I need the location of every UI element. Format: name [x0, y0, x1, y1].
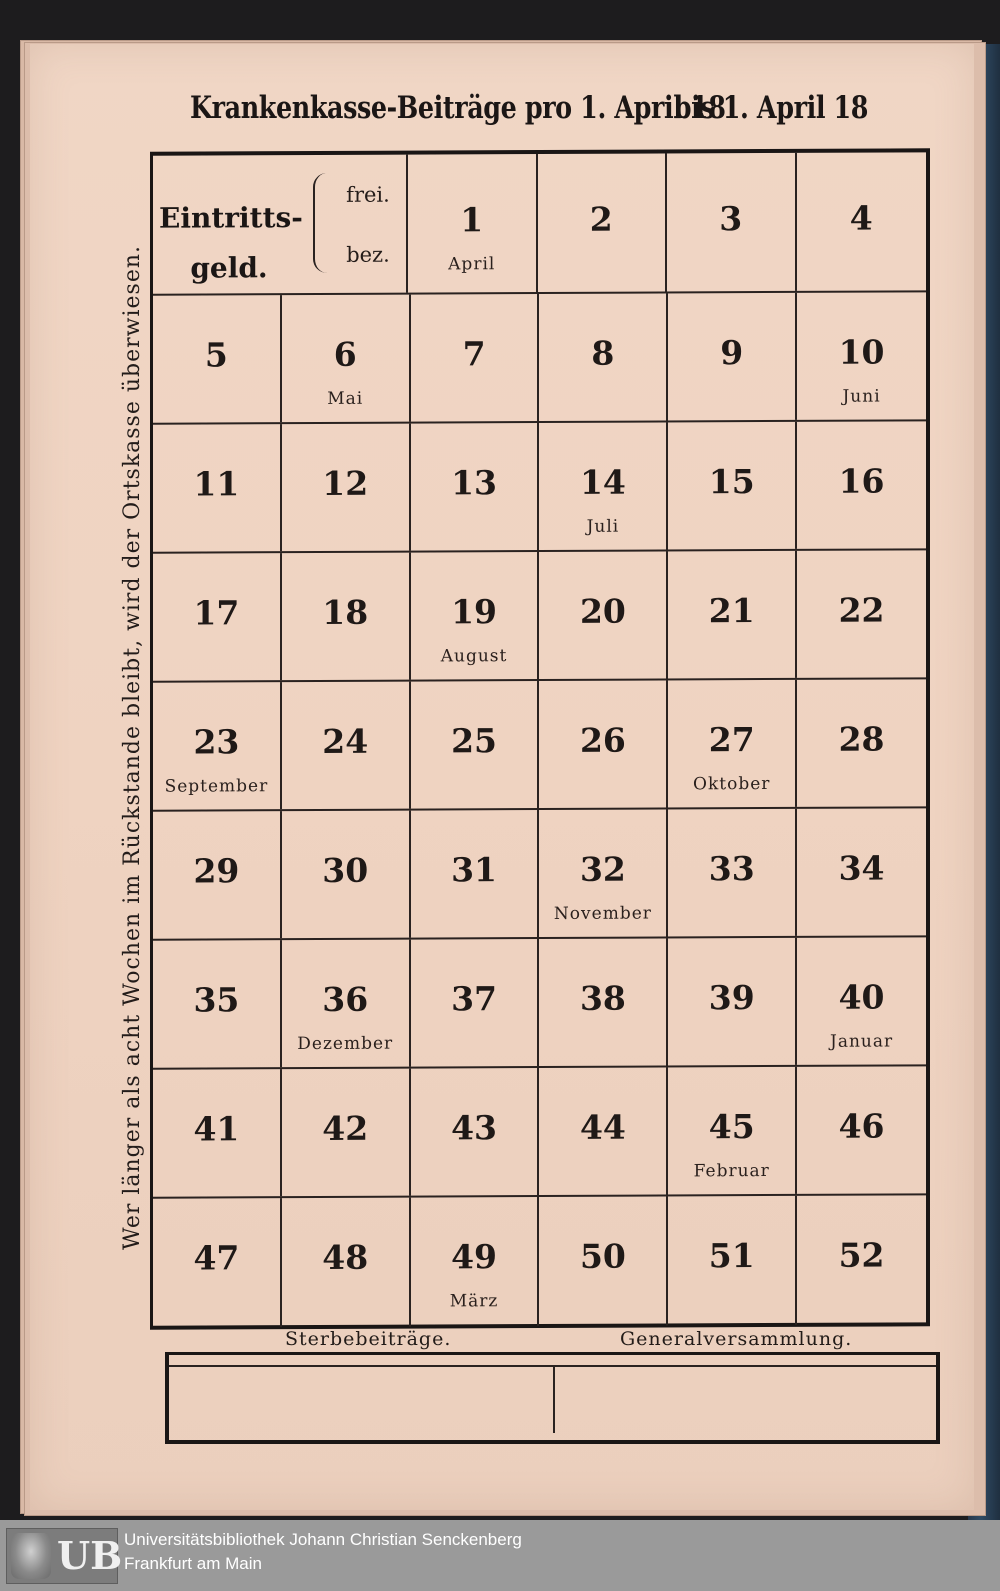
week-number: 22: [838, 590, 885, 630]
week-number: 45: [708, 1107, 755, 1147]
entry-fee-label: Eintritts-geld.: [159, 201, 303, 285]
grid-row: [153, 550, 926, 682]
week-cell: [153, 940, 282, 1068]
week-cell: [282, 811, 411, 939]
week-number: 7: [462, 334, 486, 374]
week-cell: [411, 1068, 540, 1196]
week-cell: [153, 295, 282, 423]
week-cell: [411, 1197, 540, 1327]
title-left: Krankenkasse-Beiträge pro 1. April 18: [190, 90, 726, 126]
week-number: 33: [708, 849, 755, 889]
week-number: 36: [322, 979, 369, 1019]
week-cell: [153, 682, 282, 810]
week-number: 51: [708, 1236, 755, 1276]
month-label: Juni: [842, 386, 881, 407]
week-number: 37: [451, 979, 498, 1019]
week-cell: [668, 1196, 797, 1326]
week-cell: [538, 153, 668, 292]
week-number: 43: [451, 1108, 498, 1148]
week-number: 3: [719, 199, 743, 239]
page-title: [190, 90, 869, 140]
portrait-icon: [11, 1533, 51, 1579]
week-number: 5: [204, 335, 228, 375]
week-cell: [282, 553, 411, 681]
week-number: 39: [708, 978, 755, 1018]
week-number: 8: [591, 333, 615, 373]
week-cell: [282, 1069, 411, 1197]
month-label: März: [449, 1291, 499, 1312]
week-cell: [153, 553, 282, 681]
week-cell: [540, 422, 669, 550]
entry-fee-bez: bez.: [346, 242, 390, 267]
week-number: 1: [460, 200, 484, 240]
week-cell: [153, 811, 282, 939]
grid-row: [153, 679, 926, 811]
title-right: bis 1. April 18: [673, 90, 869, 126]
week-cell: [797, 679, 926, 807]
week-number: 24: [322, 721, 369, 761]
library-logo: [6, 1528, 123, 1584]
grid-row: [153, 1195, 926, 1327]
week-cell: [411, 810, 540, 938]
week-number: 28: [838, 719, 885, 759]
week-cell: [411, 681, 540, 809]
week-cell: [797, 1066, 926, 1194]
week-number: 14: [579, 462, 626, 502]
week-cell: [411, 552, 540, 680]
week-number: 23: [193, 722, 240, 762]
library-banner: [0, 1520, 1000, 1591]
week-cell: [411, 423, 540, 551]
week-number: 11: [193, 464, 240, 504]
entry-fee-frei: frei.: [346, 182, 390, 207]
month-label: Januar: [830, 1031, 894, 1052]
week-number: 46: [838, 1106, 885, 1146]
week-cell: [540, 1196, 669, 1326]
week-cell: [153, 1069, 282, 1197]
week-number: 49: [451, 1237, 498, 1277]
week-number: 27: [708, 720, 755, 760]
week-number: 31: [451, 850, 498, 890]
week-number: 41: [193, 1109, 240, 1149]
side-note-text: Wer länger als acht Wochen im Rückstande bleibt, wird der Ortskasse überwiesen.: [120, 244, 145, 1250]
week-cell: [540, 809, 669, 937]
entry-fee-cell: [153, 155, 408, 294]
week-cell: [797, 152, 927, 291]
library-city: Frankfurt am Main: [124, 1554, 262, 1573]
week-number: 26: [579, 720, 626, 760]
week-cell: [668, 1067, 797, 1195]
week-number: 10: [838, 332, 885, 372]
month-label: April: [448, 254, 496, 275]
week-cell: [282, 295, 411, 423]
grid-row: [153, 808, 926, 940]
week-cell: [668, 551, 797, 679]
week-number: 44: [579, 1107, 626, 1147]
week-number: 35: [193, 980, 240, 1020]
grid-row: [153, 421, 926, 553]
week-cell: [540, 293, 669, 421]
library-name: Universitätsbibliothek Johann Christian Senckenberg: [124, 1530, 522, 1549]
week-cell: [667, 153, 797, 292]
week-number: 29: [193, 851, 240, 891]
week-cell: [282, 424, 411, 552]
week-cell: [797, 550, 926, 678]
week-number: 20: [579, 591, 626, 631]
week-cell: [540, 938, 669, 1066]
week-cell: [408, 154, 538, 293]
week-cell: [153, 1198, 282, 1328]
week-number: 16: [838, 461, 885, 501]
week-number: 19: [451, 592, 498, 632]
week-cell: [797, 421, 926, 549]
month-label: Mai: [327, 388, 364, 409]
week-cell: [411, 294, 540, 422]
contribution-grid: [150, 148, 930, 1329]
grid-row-header: [153, 152, 926, 295]
week-number: 2: [589, 199, 613, 239]
week-cell: [411, 939, 540, 1067]
week-cell: [668, 422, 797, 550]
week-cell: [540, 1067, 669, 1195]
week-number: 42: [322, 1108, 369, 1148]
week-cell: [797, 292, 926, 420]
library-logo-text: UB: [57, 1533, 123, 1578]
week-number: 34: [838, 848, 885, 888]
week-number: 25: [451, 721, 498, 761]
week-cell: [797, 937, 926, 1065]
month-label: Juli: [586, 516, 620, 537]
grid-row: [153, 292, 926, 424]
week-cell: [668, 680, 797, 808]
month-label: Oktober: [693, 773, 771, 795]
week-number: 18: [322, 592, 369, 632]
grid-row: [153, 937, 926, 1069]
week-cell: [668, 293, 797, 421]
week-number: 6: [333, 334, 357, 374]
week-cell: [540, 680, 669, 808]
week-number: 40: [838, 977, 885, 1017]
week-cell: [282, 682, 411, 810]
week-number: 47: [193, 1238, 240, 1278]
week-number: 13: [451, 463, 498, 503]
week-cell: [153, 424, 282, 552]
week-number: 12: [322, 463, 369, 503]
month-label: November: [553, 903, 652, 924]
week-number: 30: [322, 850, 369, 890]
week-number: 48: [322, 1237, 369, 1277]
grid-row: [153, 1066, 926, 1198]
week-cell: [668, 809, 797, 937]
brace-icon: [313, 173, 329, 273]
week-number: 21: [708, 591, 755, 631]
week-cell: [797, 808, 926, 936]
month-label: September: [164, 776, 269, 797]
week-number: 9: [720, 333, 744, 373]
week-number: 4: [849, 198, 873, 238]
week-number: 38: [579, 978, 626, 1018]
month-label: August: [440, 646, 508, 667]
month-label: Dezember: [297, 1033, 394, 1055]
week-cell: [540, 551, 669, 679]
footer-divider: [553, 1365, 555, 1433]
week-cell: [797, 1195, 926, 1325]
month-label: Februar: [693, 1160, 770, 1182]
week-number: 17: [193, 593, 240, 633]
footer-box: [165, 1352, 940, 1444]
week-number: 32: [579, 849, 626, 889]
week-cell: [282, 940, 411, 1068]
death-contributions-label: Sterbebeiträge.: [285, 1328, 452, 1350]
week-number: 15: [708, 462, 755, 502]
week-cell: [668, 938, 797, 1066]
week-number: 52: [838, 1235, 885, 1275]
week-number: 50: [579, 1236, 626, 1276]
week-cell: [282, 1198, 411, 1328]
general-assembly-label: Generalversammlung.: [620, 1328, 853, 1350]
